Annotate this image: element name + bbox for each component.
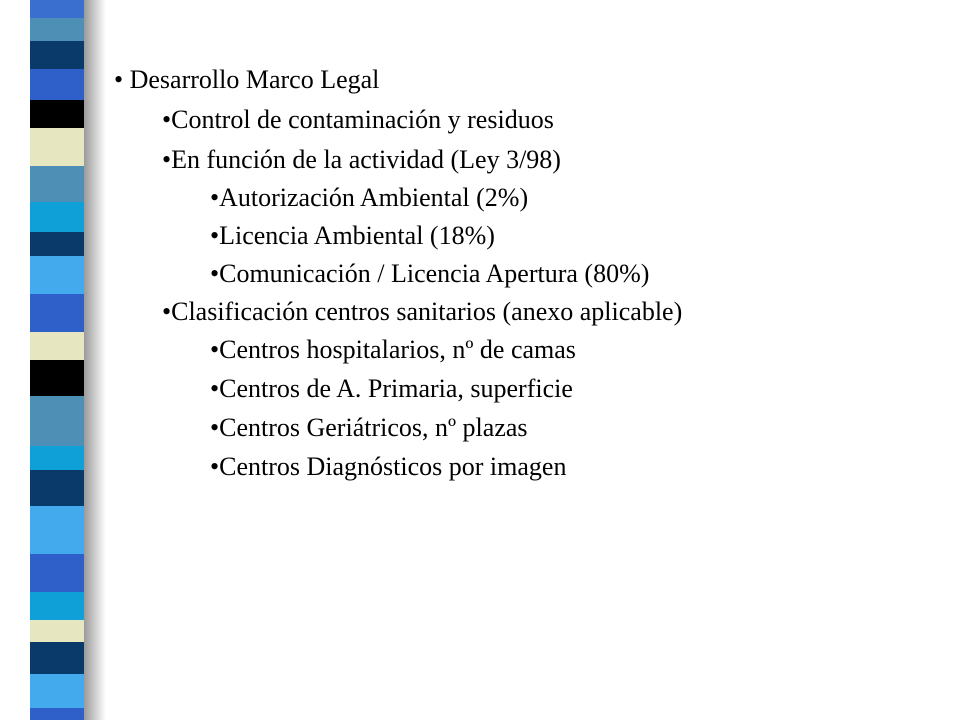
bullet-centros-hospitalarios — [210, 335, 576, 365]
bullet-text: Autorización Ambiental (2%) — [219, 183, 529, 212]
bullet-text: Centros hospitalarios, nº de camas — [219, 335, 576, 364]
bullet-glyph: • — [210, 335, 220, 364]
bullet-control-contaminacion — [162, 105, 554, 135]
bullet-glyph: • — [162, 105, 172, 134]
bullet-licencia-ambiental — [210, 221, 495, 251]
bullet-text: Centros de A. Primaria, superficie — [219, 374, 573, 403]
bullet-centros-geriatricos — [210, 413, 528, 443]
bullet-glyph: • — [210, 413, 220, 442]
bullet-text: Desarrollo Marco Legal — [123, 65, 380, 94]
bullet-glyph: • — [162, 297, 172, 326]
bullet-text: Centros Diagnósticos por imagen — [219, 452, 567, 481]
bullet-text: En función de la actividad (Ley 3/98) — [171, 145, 561, 174]
bullet-text: Comunicación / Licencia Apertura (80%) — [219, 259, 650, 288]
bullet-text: Centros Geriátricos, nº plazas — [219, 413, 528, 442]
bullet-text: Control de contaminación y residuos — [171, 105, 554, 134]
bullet-centros-primaria — [210, 374, 573, 404]
bullet-text: Licencia Ambiental (18%) — [219, 221, 495, 250]
bullet-autorizacion-ambiental — [210, 183, 528, 213]
bullet-glyph: • — [210, 183, 220, 212]
bullet-desarrollo-marco-legal — [114, 65, 379, 95]
bullet-glyph: • — [210, 374, 220, 403]
bullet-glyph: • — [210, 452, 220, 481]
bullet-glyph: • — [114, 65, 124, 94]
bullet-clasificacion-centros — [162, 297, 682, 327]
bullet-centros-diagnosticos — [210, 452, 566, 482]
bullet-glyph: • — [162, 145, 172, 174]
bullet-glyph: • — [210, 259, 220, 288]
bullet-comunicacion-licencia — [210, 259, 649, 289]
bullet-text: Clasificación centros sanitarios (anexo aplicable) — [171, 297, 683, 326]
bullet-glyph: • — [210, 221, 220, 250]
bullet-funcion-actividad — [162, 145, 561, 175]
